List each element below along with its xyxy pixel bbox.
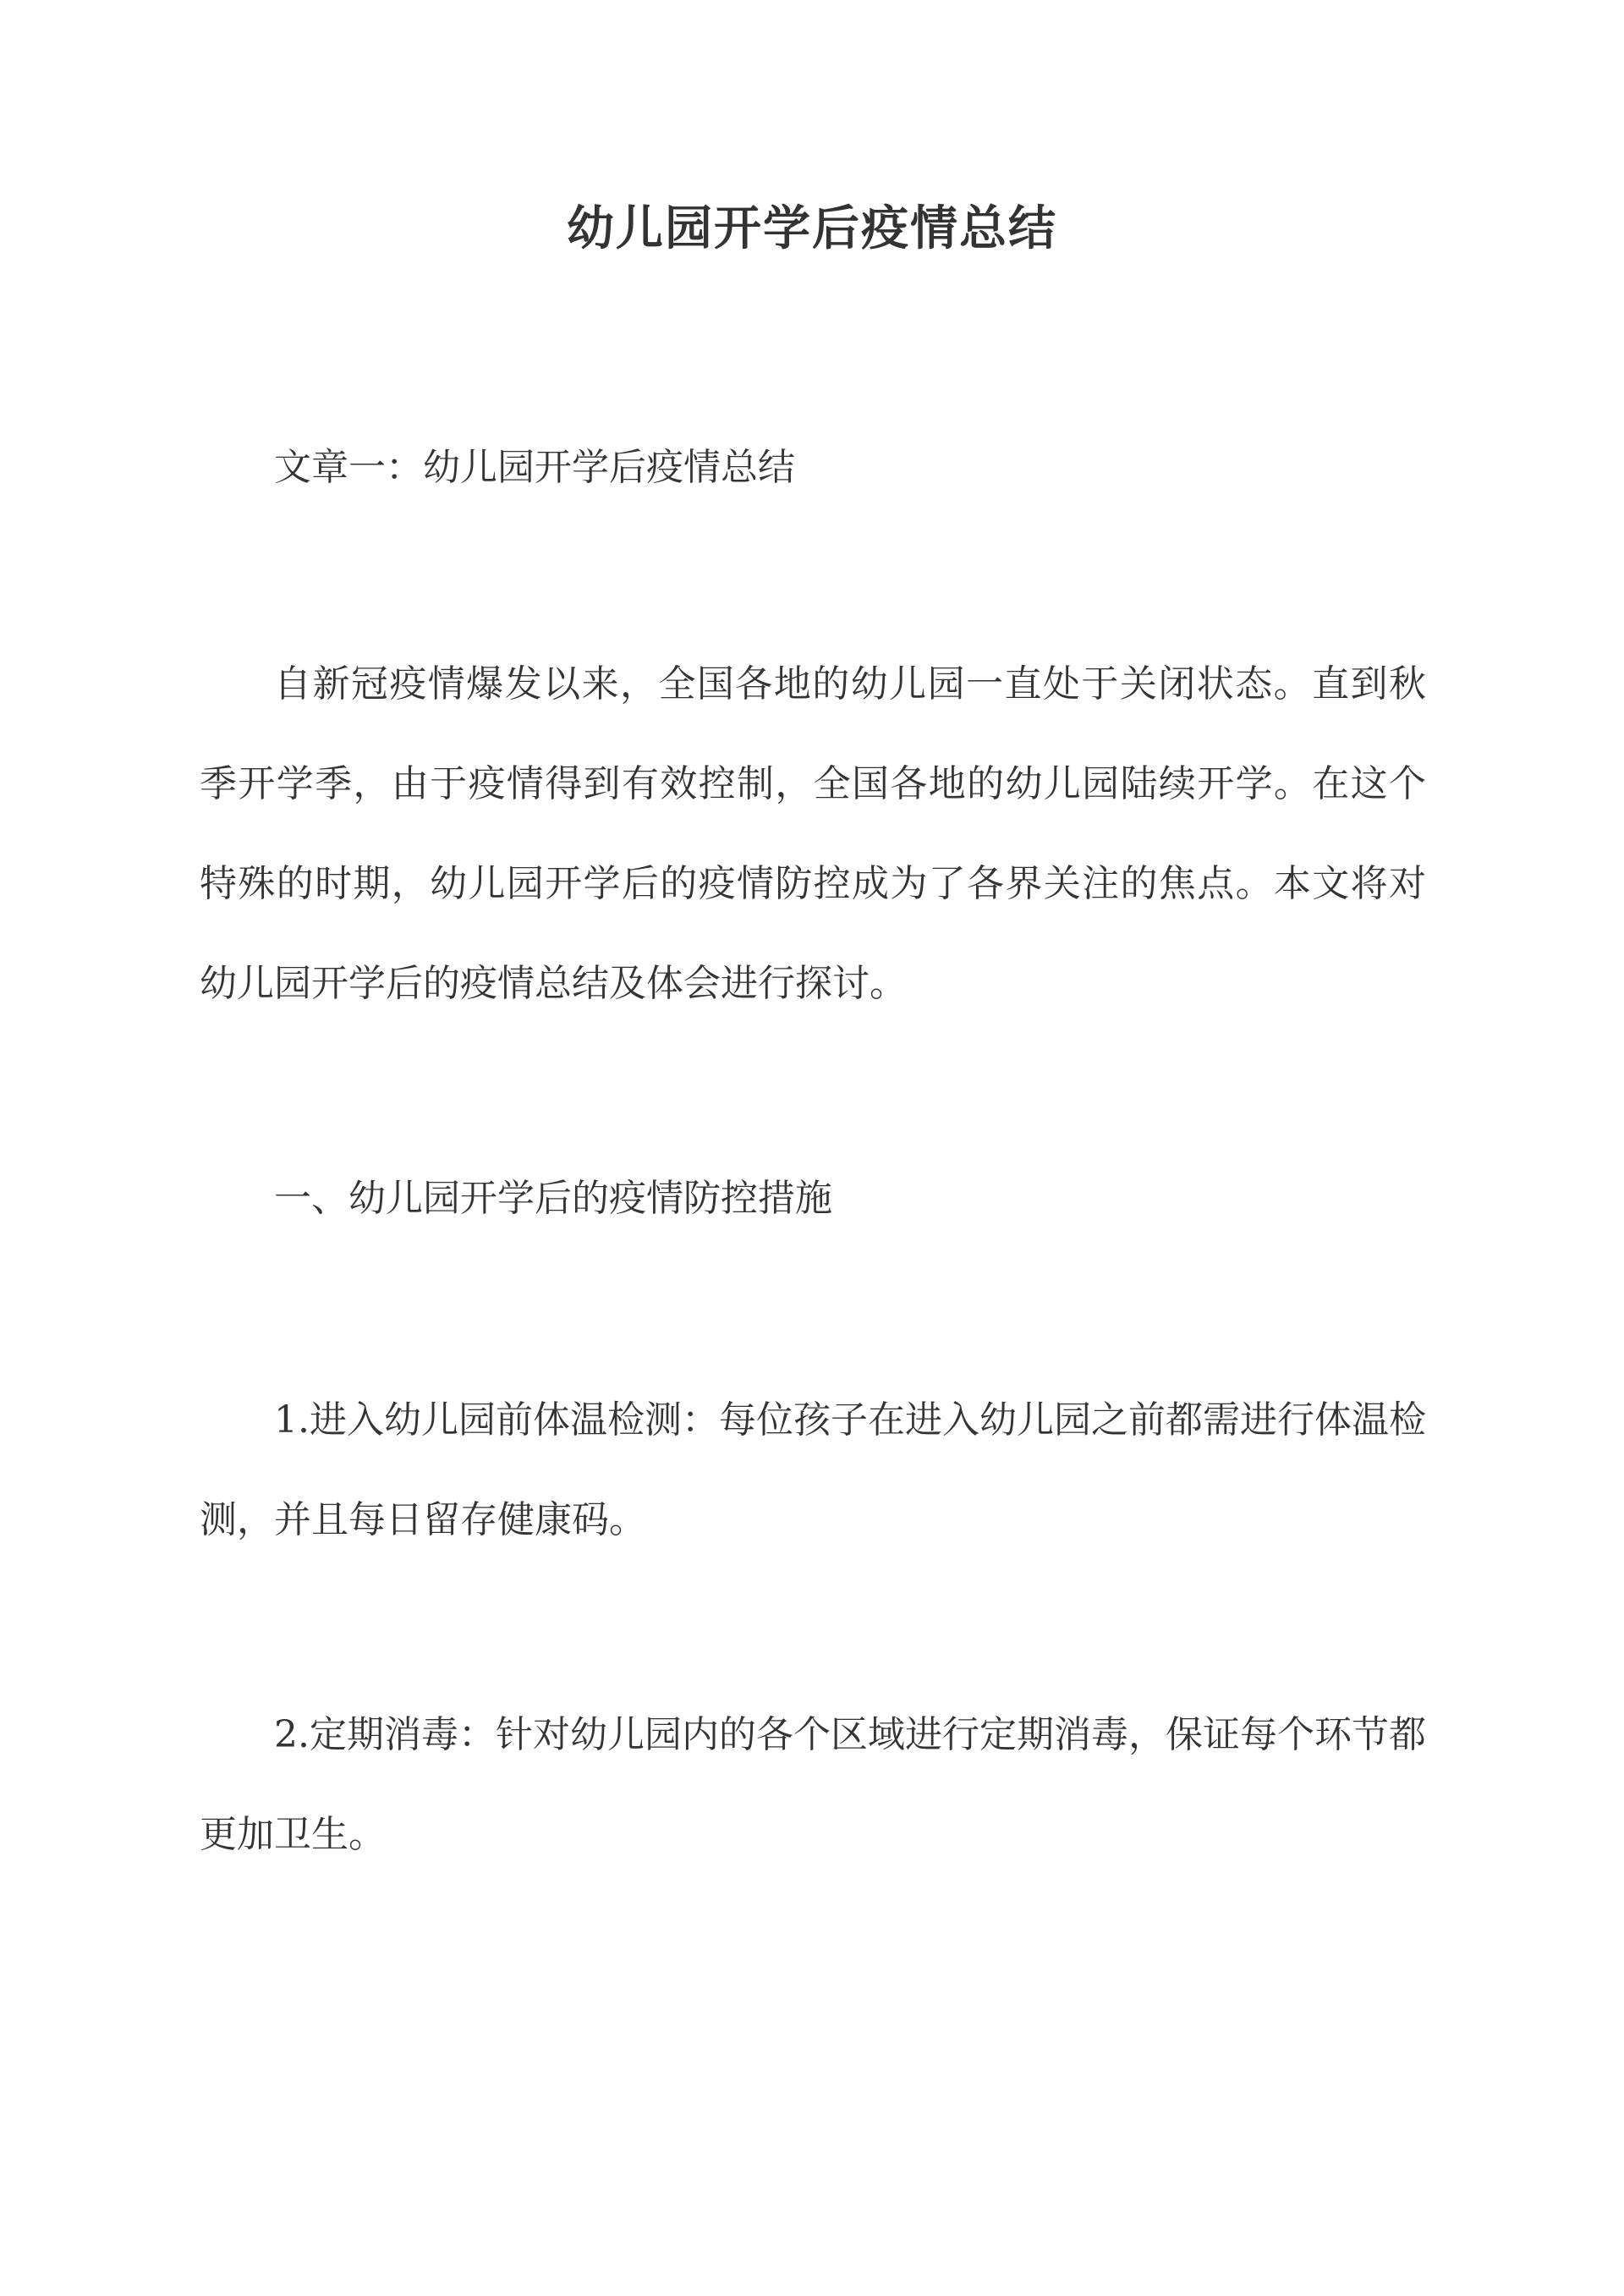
section-heading: 一、幼儿园开学后的疫情防控措施 bbox=[274, 1177, 832, 1220]
article-subtitle: 文章一：幼儿园开学后疫情总结 bbox=[274, 446, 795, 489]
document-title: 幼儿园开学后疫情总结 bbox=[567, 200, 1057, 256]
measure-item-disinfection: 2.定期消毒：针对幼儿园内的各个区域进行定期消毒，保证每个环节都更加卫生。 bbox=[200, 1713, 1426, 1856]
measure-item-temperature-check: 1.进入幼儿园前体温检测：每位孩子在进入幼儿园之前都需进行体温检测，并且每日留存健康码。 bbox=[200, 1398, 1426, 1541]
intro-paragraph: 自新冠疫情爆发以来，全国各地的幼儿园一直处于关闭状态。直到秋季开学季，由于疫情得到有效控制，全国各地的幼儿园陆续开学。在这个特殊的时期，幼儿园开学后的疫情防控成为了各界关注的焦点。本文将对幼儿园开学后的疫情总结及体会进行探讨。 bbox=[200, 662, 1426, 1005]
